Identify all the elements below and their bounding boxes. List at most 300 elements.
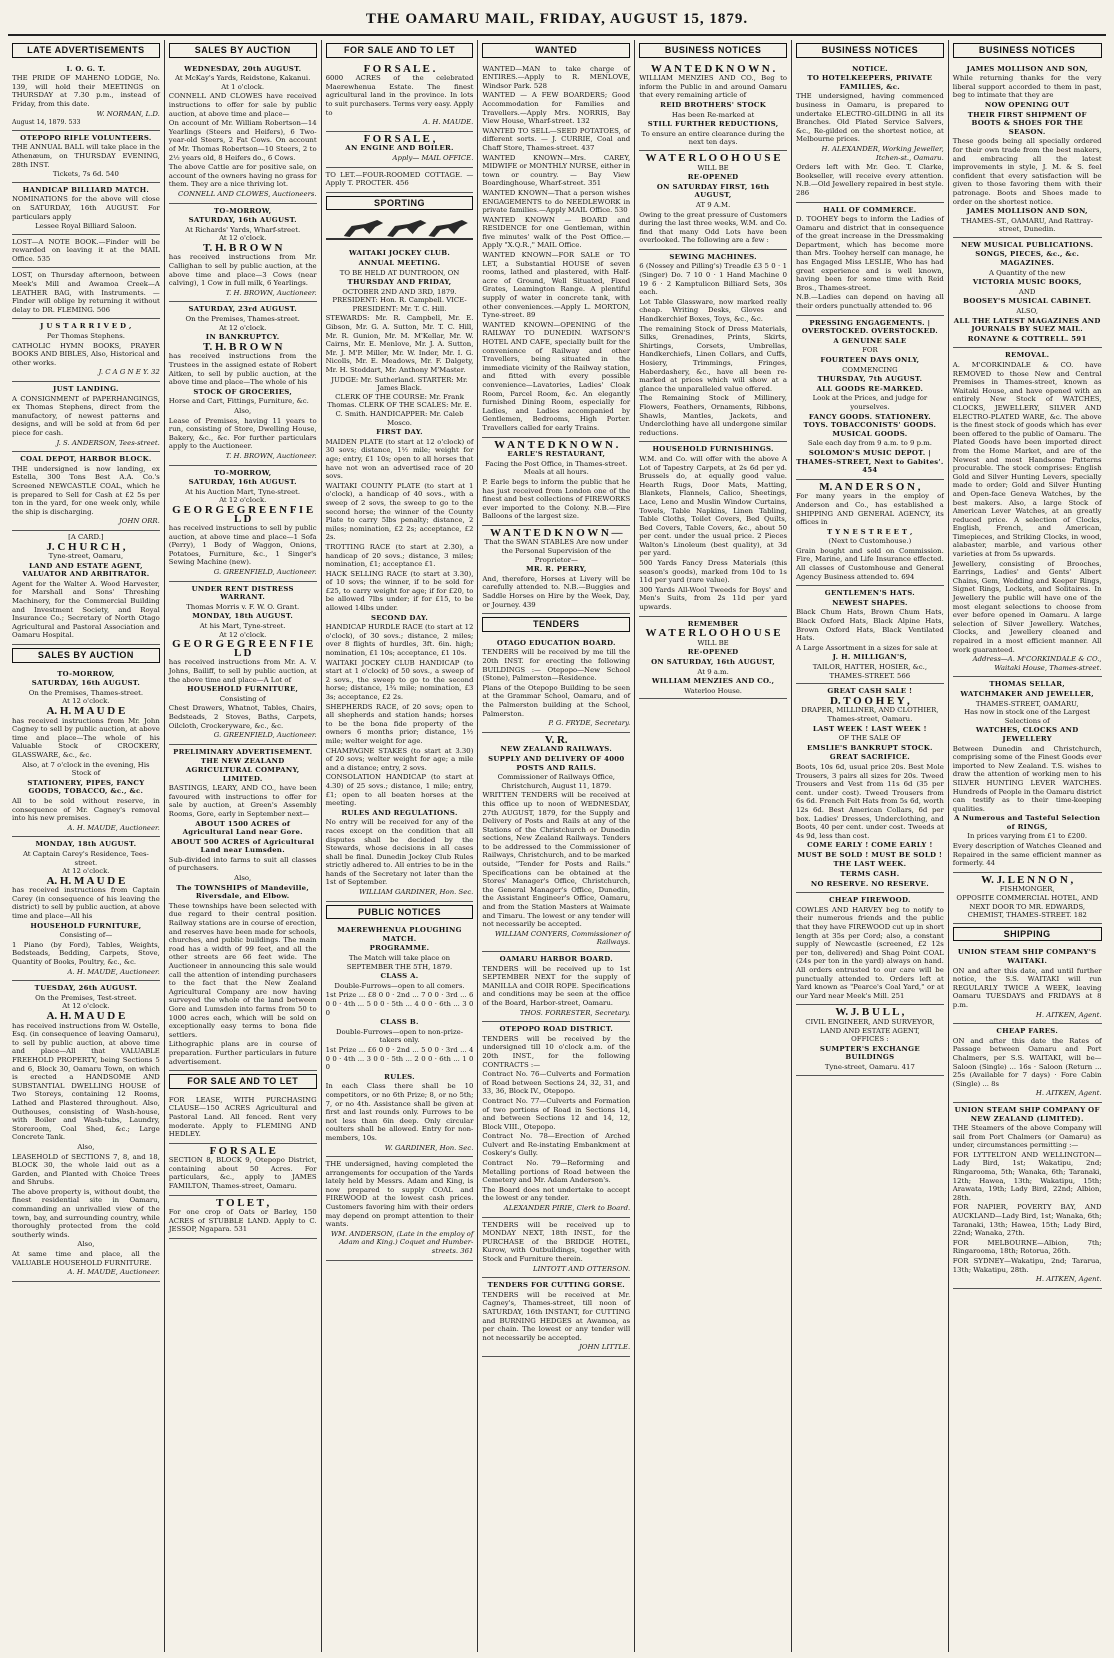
advertisement xyxy=(12,131,160,183)
ad-line: In prices varying from £1 to £200. xyxy=(967,832,1088,841)
column-3 xyxy=(322,40,479,1652)
ad-line: Contract No. 78—Erection of Arched Culvert and Re-instating Embankment at Coskery's Gully. xyxy=(482,1132,631,1158)
advertisement xyxy=(796,684,944,893)
ad-line: Boots, 10s 6d, usual price 20s. Best Mole Trousers, 3 pairs all sizes for 20s. Tweed Trousers and Vest from 11s 6d (35 per cent. under cost). Tweed Trousers from 6s 6d. French Felt Hats from 5s 6d, worth 12s 6d. Best American Collars, 6d per box. Ladies' Dresses, Underclothing, and Boots, 40 per cent. under cost. Tweeds at 4s 9d, less than cost. xyxy=(795,762,944,840)
section-header: SHIPPING xyxy=(953,927,1102,942)
section-header: FOR SALE AND TO LET xyxy=(169,1074,317,1089)
ad-line: LINTOTT AND OTTERSON. xyxy=(533,1264,631,1273)
ad-line: These goods being all specially ordered for their own trade from the best makers, and embracing all the latest improvements in style, J. M. & S. feel confident that every satisfaction will be given to those favoring them with their patronage. Boots and Shoes made to order on the shortest notice. xyxy=(952,137,1102,206)
advertisement xyxy=(12,382,160,452)
ad-line: has received instructions from W. Ostelle, Esq. (in consequence of leaving Oamaru), to sell by public auction, at above time and place—All that VALUABLE FREEHOLD PROPERTY, being Sections 5 and 6, Block 30, Oamaru Town, on which is erected a HANDSOME AND SUBSTANTIAL DWELLING HOUSE of Two Storeys, containing 12 Rooms, Lathed and Plastered throughout. Also, Outhouses, consisting of Wash-house, with Boiler and Wash-tubs, Laundry, Storeroom, Coal Shed, &c.; Large Concrete Tank. xyxy=(12,1021,160,1142)
advertisement xyxy=(796,203,944,316)
ad-line: T. H. BROWN, Auctioneer. xyxy=(225,288,317,297)
ad-line: Every description of Watches Cleaned and Repaired in the same efficient manner as formerly. 44 xyxy=(952,842,1102,868)
ad-line: THAMES-STREET, OAMARU, xyxy=(975,699,1079,708)
ad-line: Lessee Royal Billiard Saloon. xyxy=(35,222,137,231)
ad-line: TO-MORROW, xyxy=(57,669,115,678)
ad-line: GENTLEMEN'S HATS. xyxy=(824,589,915,598)
ad-line: HOUSEHOLD FURNITURE, xyxy=(187,685,299,694)
ad-line: MAEREWHENUA PLOUGHING MATCH. xyxy=(337,926,462,943)
ad-line: G. GREENFIELD, Auctioneer. xyxy=(213,568,317,577)
ad-line: Per Thomas Stephens. xyxy=(46,332,125,341)
ad-line: CONNELL AND CLOWES, Auctioneers. xyxy=(178,189,317,198)
ad-line: TENDERS FOR CUTTING GORSE. xyxy=(487,1281,625,1290)
advertisement xyxy=(953,1024,1102,1103)
ad-line: AN ENGINE AND BOILER. xyxy=(345,144,454,153)
ad-line: On the Premises, Test-street. xyxy=(35,993,137,1002)
advertisement xyxy=(12,452,160,531)
ad-line: A. H. MAUDE, Auctioneer. xyxy=(67,967,160,976)
ad-line: ABOUT 500 ACRES of Agricultural Land near Lumsden. xyxy=(171,837,315,855)
ad-line: HANDICAP BILLIARD MATCH. xyxy=(22,185,150,194)
ad-line: At 12 o'clock. xyxy=(219,630,267,639)
ad-line: TERMS CASH. xyxy=(840,870,900,879)
advertisement xyxy=(169,745,317,1071)
ad-line: WANTED — A FEW BOARDERS; Good Accommodation for Families and Travellers.—Apply Mrs. NORRIS, Bay View House, Wharf-street. 132 xyxy=(482,91,631,126)
ad-line: N.B.—Ladies can depend on having all their orders punctually attended to. 96 xyxy=(795,293,944,311)
ad-line: FOURTEEN DAYS ONLY, xyxy=(820,356,920,364)
advertisement xyxy=(169,204,317,303)
ad-line: Sale each day from 9 a.m. to 9 p.m. xyxy=(807,439,932,448)
masthead-rule xyxy=(8,34,1106,36)
ad-line: FOR LEASE, WITH PURCHASING CLAUSE—150 ACRES Agricultural and Pastoral Land. All fenced. Rent very moderate. Apply to FLEMING AND HEDLEY. xyxy=(168,1095,317,1139)
advertisement xyxy=(12,268,160,319)
ad-line: Has been Re-marked at xyxy=(671,110,755,119)
ad-line: D. T O O H E Y , xyxy=(829,694,910,707)
ad-line: To ensure an entire clearance during the next ten days. xyxy=(641,129,785,147)
ad-line: JUST LANDING. xyxy=(53,385,119,393)
ad-line: NOMINATIONS for the above will close on SATURDAY, 16th AUGUST. For particulars apply xyxy=(12,195,160,221)
ad-line: TENDERS will be received up to 1st SEPTEMBER NEXT for the supply of MANILLA and COIR ROPE. Specifications and conditions may be seen at the office of the Board, Harbor-street, Oamaru. xyxy=(482,964,631,1007)
ad-line: Contract No. 79—Reforming and Metalling portions of Road between the Cemetery and Mr. Adam Anderson's. xyxy=(482,1159,631,1185)
ad-line: TENDERS will be received by me till the 20th INST. for erecting the following BUILDINGS :— Otepopo—New School (Stone), Palmerston—Residence. xyxy=(482,648,631,683)
ad-line: WANTED KNOWN—Mrs. CAREY, MIDWIFE or MONTHLY NURSE, either in town or country. — Bay View Boardinghouse, Wharf-street. 351 xyxy=(482,153,631,188)
ad-line: WILLIAM MENZIES AND CO., Beg to inform the Public in and around Oamaru that every remaining article of xyxy=(639,74,787,100)
ad-line: The above Cattle are for positive sale, on account of the owners having no grass for them. They are a nice thriving lot. xyxy=(168,163,317,189)
ad-line: SATURDAY, 23rd AUGUST. xyxy=(188,305,297,314)
section-header: SPORTING xyxy=(326,196,474,211)
advertisement xyxy=(326,62,474,132)
ad-line: W. NORMAN, L.D. xyxy=(96,109,160,118)
ad-line: Also, xyxy=(77,1240,95,1249)
ad-line: While returning thanks for the very liberal support accorded to them in past, beg to intimate that they are xyxy=(952,74,1102,100)
ad-line: H. AITKEN, Agent. xyxy=(1035,1089,1102,1098)
ad-line: THE Steamers of the above Company will sail from Port Chalmers (or Oamaru) as under, circumstances permitting :— xyxy=(952,1124,1102,1150)
advertisement xyxy=(169,466,317,582)
ad-line: OF THE SALE OF xyxy=(838,734,902,743)
ad-line: WAITAKI JOCKEY CLUB. xyxy=(348,249,451,258)
ad-line: RE-OPENED xyxy=(687,173,739,182)
ad-line: ALL THE LATEST MAGAZINES AND JOURNALS BY SUEZ MAIL. xyxy=(953,316,1101,334)
ad-line: All to be sold without reserve, in consequence of Mr. Cagney's removal into his new premises. xyxy=(12,796,160,823)
ad-line: FOR LYTTELTON AND WELLINGTON—Lady Bird, 1st; Wakatipu, 2nd; Ringarooma, 5th; Wanaka, 6th; Taranaki, 12th; Hawea, 13th; Wakatipu, 15th; Arawata, 19th; Lady Bird, 22nd; Albion, 28th. xyxy=(952,1150,1102,1202)
ad-line: A. M'CORKINDALE & CO. have REMOVED to those New and Central Premises in Thames-street, known as Waitaki House, and have opened with an entirely New Stock of WATCHES, CLOCKS, JEWELLERY, SILVER AND ELECTRO-PLATED WARE, &c. The above is the finest stock of goods which has ever been offered to the public of Oamaru. The Plated Goods have been imported direct from the Home Market, and are of the Newest and most Handsome Patterns procurable. The stock comprises: English Gold and Silver Hunting Levers, specially made to order; Gold and Silver Hunting and Open-face Geneva Watches, by the best makers. Also, a large Stock of American Lever Watches, at an greatly reduced price. A selection of Clocks, English, French, and American, Timepieces, and Striking Clocks, in wood, alabaster, marble, and various other varieties at from 5s upwards. xyxy=(952,361,1102,559)
ad-line: WATCHMAKER AND JEWELLER, xyxy=(960,689,1094,698)
column-1 xyxy=(8,40,165,1652)
ad-line: W. J. L E N N O N , xyxy=(981,873,1074,886)
advertisement xyxy=(953,348,1102,677)
ad-line: Facing the Post Office, in Thames-street. xyxy=(485,459,628,468)
advertisement xyxy=(482,636,630,733)
advertisement xyxy=(482,1218,630,1279)
advertisement xyxy=(953,238,1102,349)
section-header: BUSINESS NOTICES xyxy=(796,43,944,58)
ad-line: THURSDAY, 7th AUGUST. xyxy=(817,375,923,384)
ad-line: Tyne-street, Oamaru. 417 xyxy=(824,1062,915,1071)
ad-line: On the Premises, Thames-street. xyxy=(185,315,300,324)
ad-line: Has now in stock one of the Largest Selections of xyxy=(964,708,1091,725)
ad-line: On the Premises, Thames-street. xyxy=(28,688,144,697)
ad-line: 6 (Nossey and Pilling's) Treadle £3 5 0 · 1 (Singer) Do. 7 10 0 · 1 Hand Machine 0 19 6 · 2 Kamptulicon Billiard Sets, 30s each. xyxy=(639,262,787,297)
ad-line: JOHN ORR. xyxy=(118,517,160,526)
advertisement xyxy=(796,1005,944,1075)
ad-line: FOR NAPIER, POVERTY BAY, AND AUCKLAND—Lady Bird, 1st; Wanaka, 6th; Taranaki, 13th; Hawea, 15th; Lady Bird, 22nd; Wanaka, 27th. xyxy=(952,1203,1102,1238)
ad-line: TO HOTELKEEPERS, PRIVATE FAMILIES, &c. xyxy=(807,74,933,91)
ad-line: On account of Mr. William Robertson—14 Yearlings (Steers and Heifers), 6 Two-year-old Steers, 2 Fat Cows. On account of Mr. Thomas Robertson—10 Steers, 2 to 2½ years old, 8 Heifers do., 6 Cows. xyxy=(168,119,317,162)
ad-line: 6000 ACRES of the celebrated Maerewhenua Estate. The finest agricultural land in the province. In lots to suit purchasers. Terms very easy. Apply to xyxy=(325,74,474,117)
advertisement xyxy=(482,526,630,614)
ad-line: BASTINGS, LEARY, AND CO., have been favoured with instructions to offer for sale by auction, at Green's Assembly Rooms, Gore, early in September next— xyxy=(168,784,317,818)
section-header: FOR SALE AND TO LET xyxy=(326,43,474,58)
ad-line: EMSLIE'S BANKRUPT STOCK. xyxy=(807,743,933,752)
ad-line: THE ANNUAL BALL will take place in the Athenæum, on THURSDAY EVENING, 28th INST. xyxy=(12,143,160,169)
ad-line: SUPPLY AND DELIVERY OF 4000 POSTS AND RAILS. xyxy=(488,754,625,772)
ad-line: V. R. xyxy=(544,733,568,746)
ad-line: W A N T E D K N O W N . xyxy=(494,438,619,451)
ad-line: PRESSING ENGAGEMENTS. | OVERSTOCKED. OVERSTOCKED. xyxy=(801,318,938,336)
section-header: BUSINESS NOTICES xyxy=(639,43,787,58)
ad-line: Lot Table Glassware, now marked really cheap. Writing Desks, Gloves and Handkerchief Boxes, Toys, &c., &c. xyxy=(639,297,787,324)
ad-line: H. AITKEN, Agent. xyxy=(1035,1010,1102,1019)
ad-line: OTEPOPO ROAD DISTRICT. xyxy=(499,1025,614,1034)
advertisement xyxy=(796,480,944,587)
column-2 xyxy=(165,40,322,1652)
ad-line: HACK SELLING RACE (to start at 3.30), of 10 sovs; the winner, if to be sold for £25, to carry weight for age; if for £20, to be allowed 7lbs under; if for £15, to be allowed 14lbs under. xyxy=(325,569,474,613)
ad-line: CONNELL AND CLOWES have received instructions to offer for sale by public auction, at above time and place— xyxy=(168,92,317,118)
ad-line: Also, xyxy=(234,406,252,415)
ad-line: 500 Yards Fancy Dress Materials (this season's goods), marked from 10d to 1s 11d per yard (rare value). xyxy=(639,559,787,585)
column-4 xyxy=(478,40,635,1652)
ad-line: 1 Piano (by Ford), Tables, Weights, Bedsteads, Bedding, Carpets, Stove, Quantity of Books, Poultry, &c., &c. xyxy=(12,940,160,967)
advertisement xyxy=(482,733,630,952)
ad-line: Lithographic plans are in course of preparation. Further particulars in future advertisement. xyxy=(168,1040,317,1066)
advertisement xyxy=(326,1157,474,1261)
ad-line: Between Dunedin and Christchurch, comprising some of the Finest Goods ever imported to New Zealand. T.S. wishes to draw the attention of working men to his SILVER HUNTING LEVER WATCHES. Hundreds of People in the Oamaru district can testify as to their time-keeping qualities. xyxy=(952,744,1102,813)
ad-line: FIRST DAY. xyxy=(376,428,423,437)
ad-line: Also, xyxy=(234,874,252,883)
ad-line: CATHOLIC HYMN BOOKS, PRAYER BOOKS AND BIBLES, Also, Historical and other works. xyxy=(12,341,160,367)
ad-line: At same time and place, all the VALUABLE HOUSEHOLD FURNITURE. xyxy=(12,1250,160,1267)
ad-line: SATURDAY, 16th AUGUST. xyxy=(188,478,297,487)
ad-line: HANDICAP HURDLE RACE (to start at 12 o'clock), of 30 sovs.; distance, 2 miles; over 8 flights of hurdles, 3ft. 6in. high; nomination, £1 10s; acceptance, £1 10s. xyxy=(325,623,474,658)
advertisement xyxy=(639,151,787,250)
advertisement xyxy=(482,62,630,438)
ad-line: THEIR FIRST SHIPMENT OF BOOTS & SHOES FOR THE SEASON. xyxy=(967,110,1087,136)
newspaper-page xyxy=(8,40,1106,1652)
ad-line: T. H. B R O W N xyxy=(202,241,283,254)
section-header: PUBLIC NOTICES xyxy=(326,905,474,920)
ad-line: NEWEST SHAPES. xyxy=(832,598,908,607)
ad-line: W A T E R L O O H O U S E xyxy=(645,627,781,640)
ad-line: OAMARU HARBOR BOARD. xyxy=(499,955,613,963)
advertisement xyxy=(639,617,787,700)
ad-line: Consisting of xyxy=(219,694,266,703)
ad-line: At 9 a.m. xyxy=(697,667,729,676)
ad-line: FISHMONGER, xyxy=(999,885,1055,894)
ad-line: Apply— MAIL OFFICE. xyxy=(392,153,474,162)
ad-line: AND xyxy=(1018,287,1036,296)
ad-line: [A CARD.] xyxy=(68,532,104,541)
ad-line: W. GARDINER, Hon. Sec. xyxy=(384,1143,474,1152)
ad-line: I. O. G. T. xyxy=(66,64,106,73)
ad-line: STEWARDS: Mr. R. Campbell, Mr. E. Gibson, Mr. G. A. Sutton, Mr. T. C. Hill, Mr. R. Gunion, Mr. M. M'Kellar, Mr. W. Cairns, Mr. E. Menlove, Mr. J. A. Sutton, Mr. J. M'P. Miller, Mr. W. Inder, Mr. I. G. Nicolls, Mr. E. Meadows, Mr. F. Dalgety, Mr. H. Stoddart, Mr. Anthony M'Master. xyxy=(325,314,474,375)
ad-line: THE undersigned, having completed the arrangements for occupation of the Yards lately held by Messrs. Adam and King, is now prepared to supply COAL and FIREWOOD at the lowest cash prices. Customers favoring him with their orders may depend on prompt attention to their wants. xyxy=(325,1160,474,1229)
advertisement xyxy=(482,1022,630,1217)
section-header: BUSINESS NOTICES xyxy=(953,43,1102,58)
ad-line: At 12 o'clock. xyxy=(219,496,267,505)
ad-line: SECTION 8, BLOCK 9, Otepopo District, containing about 50 Acres. For particulars, &c., apply to JAMES FAMILTON, Thames-street, Oamaru. xyxy=(168,1156,317,1191)
ad-line: GREAT SACRIFICE. xyxy=(829,753,910,762)
ad-line: MONDAY, 18th AUGUST. xyxy=(192,612,294,621)
ad-line: NO RESERVE. NO RESERVE. xyxy=(810,879,929,888)
ad-line: has received instructions from Mr. John Cagney to sell by public auction, at above time and place—The whole of his Valuable Stock of CROCKERY, GLASSWARE, &c., &c. xyxy=(12,716,160,759)
ad-line: Tyne-street, Oamaru, xyxy=(48,552,124,561)
ad-line: MONDAY, 18th AUGUST. xyxy=(35,840,137,849)
masthead-title: THE OAMARU MAIL, FRIDAY, AUGUST 15, 1879. xyxy=(365,11,749,27)
ad-line: 1st Prize ... £8 0 0 · 2nd ... 7 0 0 · 3rd ... 6 0 0 · 4th ... 5 0 0 · 5th ... 4 0 0 · 6th ... 3 0 0 xyxy=(325,991,474,1017)
horse-racing-engraving xyxy=(326,214,474,244)
ad-line: JAMES MOLLISON AND SON, xyxy=(966,207,1088,216)
ad-line: And, therefore, Horses at Livery will be carefully attended to. N.B.—Buggies and Saddle Horses on Hire by the Week, Day, or Journey. 439 xyxy=(482,574,631,609)
ad-line: ALL GOODS RE-MARKED. xyxy=(816,384,924,393)
column-6 xyxy=(792,40,949,1652)
ad-line: Chest Drawers, Whatnot, Tables, Chairs, Bedsteads, 2 Stoves, Baths, Carpets, Oilcloth, Crockeryware, &c., &c. xyxy=(168,704,317,730)
ad-line: JAMES MOLLISON AND SON, xyxy=(966,64,1088,73)
ad-line: SONGS, PIECES, &c., &c. MAGAZINES. xyxy=(975,250,1080,268)
ad-line: RULES. xyxy=(384,1072,415,1081)
ad-line: STATIONERY, PIPES, FANCY GOODS, TOBACCO, &c., &c. xyxy=(27,778,145,796)
advertisement xyxy=(326,132,474,168)
ad-line: W.M. and Co. will offer with the above A Lot of Tapestry Carpets, at 2s 6d per yd. Brussels do, at equally good value. Hearth Rugs, Door Mats, Matting, Blankets, Flannels, Calico, Sheetings, Lace, Leno and Muslin Window Curtains, Towels, Table Napkins, Linen Tabling, Table Cloths, Toilet Covers, Bed Quilts, Bed Covers, Table Covers, &c., about 50 per cent. under the usual price. 2 Pieces Walton's Linoleum (best quality), at 3d per yard. xyxy=(639,454,787,558)
ad-line: Address—A. M'CORKINDALE & CO., Waitaki House, Thames-street. xyxy=(972,655,1102,672)
ad-line: ABOUT 1500 ACRES of Agricultural Land near Gore. xyxy=(182,819,303,837)
ad-line: H. ALEXANDER, Working Jeweller, Itchen-st., Oamaru. xyxy=(821,144,944,162)
ad-line: Consisting of— xyxy=(59,931,113,940)
ad-line: THE NEW ZEALAND AGRICULTURAL COMPANY, LIMITED. xyxy=(185,757,300,783)
ad-line: UNION STEAM SHIP COMPANY'S WAITAKI. xyxy=(957,948,1097,965)
ad-line: SUMPTER'S EXCHANGE BUILDINGS xyxy=(819,1044,920,1062)
ad-line: THAMES-ST., OAMARU, And Rattray-street, Dunedin. xyxy=(961,216,1094,234)
ad-line: THOS. FORRESTER, Secretary. xyxy=(519,1008,631,1017)
ad-line: J. C H U R C H , xyxy=(46,540,126,553)
advertisement xyxy=(639,62,787,151)
ad-line: Contract No. 76—Culverts and Formation of Road between Sections 24, 32, 31, and 33, 36, Block IV., Otepopo. xyxy=(482,1070,631,1096)
ad-line: RONAYNE & COTTRELL. 591 xyxy=(967,334,1087,343)
ad-line: Plans of the Otepopo Building to be seen at the Grammar School, Oamaru, and of the Palmerston building at the School, Palmerston. xyxy=(482,683,631,718)
ad-line: A CONSIGNMENT of PAPERHANGINGS, ex Thomas Stephens, direct from the manufactory, of newest patterns and designs, and will be sold at from 6d per piece for cash. xyxy=(12,394,160,437)
ad-line: Waterloo House. xyxy=(684,686,742,695)
ad-line: CLASS A. xyxy=(380,972,419,981)
advertisement xyxy=(482,952,630,1022)
ad-line: TENDERS will be received up to MONDAY NEXT, 18th INST., for the PURCHASE of the BRIDGE HOTEL, Kurow, with Outbuildings, together with Stock and Furniture therein. xyxy=(482,1220,631,1263)
ad-line: STILL FURTHER REDUCTIONS, xyxy=(647,120,779,129)
ad-line: P. Earle begs to inform the public that he has just received from London one of the finest and best collections of FIREWORKS ever imported to the Colony. N.B.—Fire Balloons of the largest size. xyxy=(482,477,631,521)
advertisement xyxy=(12,235,160,269)
advertisement xyxy=(953,945,1102,1024)
advertisement xyxy=(953,1103,1102,1289)
ad-line: WANTED TO SELL—SEED POTATOES, of different sorts. — J. CURRIE, Coal and Chaff Store, Thames-street. 437 xyxy=(482,126,631,152)
ad-line: TO BE HELD AT DUNTROON, ON xyxy=(339,268,460,277)
ad-line: At 12 o'clock. xyxy=(219,234,267,243)
ad-line: At his Auction Mart, Tyne-street. xyxy=(185,487,301,496)
ad-line: The remaining Stock of Dress Materials, Silks, Grenadines, Prints, Skirts, Shirtings, Corsets, Umbrellas, Handkerchiefs, Linen Collars, and Cuffs, Hosiery, Trimmings, Fringes, Haberdashery, &c., have all been re-marked at prices which will show at a glance the unparalleled value offered. xyxy=(639,324,787,393)
ad-line: TENDERS will be received at Mr. Cagney's, Thames-street, till noon of SATURDAY, 16th INSTANT, for CUTTING and BURNING HEDGES at Awamoa, as per chain. The lowest or any tender will not necessarily be accepted. xyxy=(482,1290,631,1342)
ad-line: has received instructions to sell by public auction, at above time and place—1 Sofa (Perry), 1 Body of Waggon, Onions, Potatoes, Furniture, &c., 1 Singer's Sewing Machine (new). xyxy=(168,524,317,567)
ad-line: RULES AND REGULATIONS. xyxy=(341,808,458,817)
ad-line: Double-Furrows—open to all comers. xyxy=(334,981,465,990)
ad-line: AT 9 A.M. xyxy=(695,200,731,209)
advertisement xyxy=(169,582,317,745)
ad-line: Commissioner of Railways Office, Christchurch, August 11, 1879. xyxy=(497,773,615,790)
ad-line: COWLES AND HARVEY beg to notify to their numerous friends and the public that they have FIREWOOD cut up in short length at 35s per Cord; also, a constant supply of Newcastle (screened, £2 12s per ton, delivered) and Shag Point COAL (24s per ton in the yard) always on hand. All orders entrusted to our care will be punctually attended to. Orders left at Yard known as "Pearce's Coal Yard," or at our Yard near Meek's Mill. 251 xyxy=(795,905,944,1000)
ad-line: LAND AND ESTATE AGENT, VALUATOR AND ARBITRATOR. xyxy=(22,561,150,579)
ad-line: SHEPHERDS RACE, of 20 sovs; open to all shepherds and station hands; horses to be the bona fide property of the owners 6 months prior; distance, 1½ mile; welter weight for age. xyxy=(325,702,474,745)
advertisement xyxy=(12,183,160,235)
ad-line: Black Chum Hats, Brown Chum Hats, Black Oxford Hats, Black Alpine Hats, Brown Oxford Hats, Black Ventilated Hats. xyxy=(795,608,944,643)
ad-line: Grain bought and sold on Commission. Fire, Marine, and Life Insurance effected. All classes of Customhouse and General Agency Business attended to. 694 xyxy=(795,546,944,581)
ad-line: SEWING MACHINES. xyxy=(669,252,757,261)
ad-line: The Match will take place on SEPTEMBER THE 5TH, 1879. xyxy=(346,954,453,971)
ad-line: J. C A G N E Y. 32 xyxy=(98,368,160,377)
ad-line: Horse and Cart, Fittings, Furniture, &c. xyxy=(168,397,309,406)
ad-line: WILL BE xyxy=(697,638,729,647)
ad-line: TENDERS will be received by the undersigned till 10 o'clock a.m. of the 20th INST., for the following CONTRACTS :— xyxy=(482,1034,631,1069)
ad-line: NEW MUSICAL PUBLICATIONS. xyxy=(960,240,1094,249)
ad-line: CHEAP FIREWOOD. xyxy=(829,896,911,905)
ad-line: A. H. MAUDE, Auctioneer. xyxy=(67,1268,160,1277)
ad-line: THE LAST WEEK. xyxy=(833,860,907,869)
ad-line: IN BANKRUPTCY. xyxy=(205,333,280,342)
ad-line: FOR SYDNEY—Wakatipu, 2nd; Tararua, 13th; Wakatipu, 28th. xyxy=(952,1257,1102,1274)
ad-line: The Remaining Stock of Millinery, Flowers, Feathers, Ornaments, Ribbons, Shawls, Mantles, Jackets, and Underclothing have all undergone similar reductions. xyxy=(639,394,787,437)
ad-line: J. H. MILLIGAN'S, xyxy=(832,653,908,662)
ad-line: has received instructions from Mr. A. V. Johns, Bailiff, to sell by public auction, at the above time and place—A Lot of xyxy=(168,658,317,684)
ad-line: PRESIDENT: Hon. R. Campbell. VICE-PRESIDENT: Mr. T. C. Hill. xyxy=(332,296,467,313)
ad-line: D. TOOHEY begs to inform the Ladies of Oamaru and district that in consequence of the great increase in the Dressmaking Department, which has become more than Mrs. Toohey herself can manage, he has Engaged Miss LESLIE, Who has had great experience and is well known, having been for some time with Reid Bros., Thames-street. xyxy=(795,215,944,292)
ad-line: SATURDAY, 16th AUGUST. xyxy=(31,679,141,688)
ad-line: Orders left with Mr. Geo. T. Clarke, Bookseller, will receive every attention. N.B.—Old Jewellery repaired in best style. 286 xyxy=(795,163,944,197)
ad-line: TO LET.—FOUR-ROOMED COTTAGE. —Apply T. PROCTER. 456 xyxy=(325,170,474,188)
advertisement xyxy=(482,1278,630,1357)
ad-line: Jewellery, consisting of Brooches, Earrings, Ladies' and Gents' Albert Chains, Gem, Wedding and Keeper Rings, Signet Rings, Lockets, and Solitaires. In Jewellery the public will have one of the most elegant selections to choose from ever before opened in Oamaru. A large selection of Silver Jewellery. Watches, Clocks, and Jewellery cleaned and repaired in a most efficient manner. All work guaranteed. xyxy=(952,559,1102,654)
ad-line: WANTED—MAN to take charge of ENTIRES.—Apply to R. MENLOVE, Windsor Park. 528 xyxy=(482,64,631,90)
ad-line: T Y N E S T R E E T , xyxy=(827,527,913,536)
ad-line: A Large Assortment in a sizes for sale at xyxy=(795,643,938,652)
ad-line: OFFICES : xyxy=(851,1035,889,1044)
ad-line: NOW OPENING OUT xyxy=(984,100,1070,109)
ad-line: LEASEHOLD of SECTIONS 7, 8, and 18, BLOCK 30, the whole laid out as a Garden, and Planted with Choice Trees and Shrubs. xyxy=(12,1152,160,1187)
advertisement xyxy=(12,837,160,981)
ad-line: Meals at all hours. xyxy=(523,468,589,477)
ad-line: For one crop of Oats or Barley, 150 ACRES of STUBBLE LAND. Apply to C. JESSOP, Ngapara. 531 xyxy=(168,1208,317,1234)
ad-line: At McKay's Yards, Reidstone, Kakanui. xyxy=(175,74,311,83)
ad-line: A. H. M A U D E xyxy=(46,1010,126,1022)
section-header: SALES BY AUCTION xyxy=(12,648,160,663)
ad-line: WATCHES, CLOCKS AND JEWELLERY xyxy=(975,726,1079,743)
ad-line: J. S. ANDERSON, Tees-street. xyxy=(56,438,160,447)
ad-line: At his Mart, Tyne-street. xyxy=(199,622,286,631)
masthead xyxy=(0,0,1114,34)
ad-line: WANTED KNOWN—FOR SALE or TO LET, a Substantial HOUSE of seven rooms, lathed and plastered, with Half-acre of Ground, Well Situated, Fixed Grates, Leamington Range. A plentiful supply of water in concrete tank, with other conveniences.—Apply L. MORTON, Tyne-street. 89 xyxy=(482,251,631,320)
ad-line: THURSDAY AND FRIDAY, xyxy=(347,278,452,287)
advertisement xyxy=(639,250,787,442)
ad-line: CHEAP FARES. xyxy=(996,1027,1059,1036)
ad-line: THE undersigned is now landing, ex Estella, 300 Tons Best A.A. Co.'s Screened NEWCASTLE COAL, which he is prepared to Sell for Cash at £2 5s per ton in the yard, for one week only, while the ship is discharging. xyxy=(12,464,160,516)
ad-line: H. AITKEN, Agent. xyxy=(1035,1275,1102,1284)
ad-line: has received instructions from Mr. Callighan to sell by public auction, at the above time and place—3 Cows (near calving), 1 Cow in full milk, 6 Yearlings. xyxy=(168,253,317,288)
advertisement xyxy=(169,1196,317,1239)
ad-line: TAILOR, HATTER, HOSIER, &c., THAMES-STREET. 566 xyxy=(812,663,928,680)
ad-line: UNDER RENT DISTRESS WARRANT. xyxy=(191,584,294,602)
ad-line: WANTED KNOWN—That a person wishes ENGAGEMENTS to do NEEDLEWORK in private families.—Apply MAIL Office. 530 xyxy=(482,188,631,215)
ad-line: UNION STEAM SHIP COMPANY OF NEW ZEALAND (LIMITED). xyxy=(954,1105,1100,1123)
ad-line: WEDNESDAY, 20th AUGUST. xyxy=(184,64,302,73)
advertisement xyxy=(326,923,474,1157)
ad-line: Lease of Premises, having 11 years to run, consisting of Store, Dwelling House, Bakery, &c., &c. For further particulars apply to the Auctioneer. xyxy=(168,416,317,451)
ad-line: COME EARLY ! COME EARLY ! xyxy=(807,841,933,850)
ad-line: W. J. B U L L , xyxy=(835,1006,905,1019)
ad-line: OTEPOPO RIFLE VOLUNTEERS. xyxy=(20,133,152,142)
ad-line: Tickets, 7s 6d. 540 xyxy=(52,170,119,179)
ad-line: J U S T A R R I V E D , xyxy=(40,322,132,331)
ad-line: Also, at 7 o'clock in the evening, His Stock of xyxy=(22,760,150,778)
ad-line: OCTOBER 2ND AND 3RD, 1879. xyxy=(342,287,457,296)
ad-line: F O R S A L E . xyxy=(363,62,436,75)
ad-line: JUDGE: Mr. Sutherland. STARTER: Mr. James Black. xyxy=(331,375,468,393)
ad-line: Contract No. 77—Culverts and Formation of two portions of Road in Sections 14, and between Sections 12 and 14, 12, Block VIII., Otepopo. xyxy=(482,1096,631,1131)
advertisement xyxy=(326,168,474,193)
ad-line: THE PRIDE OF MAHENO LODGE, No. 139, will hold their MEETINGS on THURSDAY at 7.30 p.m., instead of Friday, from this date. xyxy=(12,74,160,108)
ad-line: Double-Furrows—open to non-prize-takers only. xyxy=(335,1027,464,1045)
ad-line: SOLOMON'S MUSIC DEPOT. | THAMES-STREET, Next to Gabites'. 454 xyxy=(796,448,944,475)
ad-line: THOMAS SELLAR, xyxy=(989,680,1065,689)
ad-line: Thomas Morris v. F. W. O. Grant. xyxy=(186,602,300,611)
ad-line: FOR MELBOURNE—Albion, 7th; Ringarooma, 18th; Rotorua, 26th. xyxy=(952,1238,1102,1256)
ad-line: WILLIAM MENZIES AND CO., xyxy=(651,677,775,686)
ad-line: F O R S A L E xyxy=(209,1144,276,1157)
ad-line: A GENUINE SALE xyxy=(833,336,907,345)
ad-line: VICTORIA MUSIC BOOKS, xyxy=(972,278,1082,287)
section-header: TENDERS xyxy=(482,617,630,632)
ad-line: JOHN LITTLE. xyxy=(579,1343,631,1352)
advertisement xyxy=(326,246,474,901)
ad-line: ON and after this date, and until further notice, the S.S. WAITAKI will run REGULARLY TWICE A WEEK, leaving Oamaru TUESDAYS and FRIDAYS at 8 p.m. xyxy=(952,966,1102,1009)
ad-line: TO-MORROW, xyxy=(214,468,272,477)
ad-line: In each Class there shall be 10 competitors, or no 6th Prize; 8, or no 5th; 7, or no 4th. Assistance shall be given at first and last rounds only. Furrows to be not less than 6in deep. Only circular coulters shall be allowed. Entry for non-members, 10s. xyxy=(325,1082,474,1142)
ad-line: TROTTING RACE (to start at 2.30), a handicap of 20 sovs.; distance, 3 miles; nomination, £1; acceptance £1. xyxy=(325,542,474,569)
advertisement xyxy=(169,1093,317,1144)
ad-line: ALEXANDER PIRIE, Clerk to Board. xyxy=(503,1204,631,1213)
ad-line: 300 Yards All-Wool Tweeds for Boys' and Men's Suits, from 2s 11d per yard upwards. xyxy=(639,585,787,612)
section-header: WANTED xyxy=(482,43,630,58)
ad-line: has received instructions from Captain Carey (in consequence of his leaving the district) to sell by public auction, at above time and place—All his xyxy=(12,886,160,921)
ad-line: ANNUAL MEETING. xyxy=(358,258,441,267)
ad-line: PROGRAMME. xyxy=(369,944,430,953)
ad-line: REMOVAL. xyxy=(1005,351,1050,360)
ad-line: MR. R. PERRY, xyxy=(525,565,587,574)
ad-line: ALSO, xyxy=(1016,307,1039,316)
ad-line: COMMENCING xyxy=(842,365,898,374)
